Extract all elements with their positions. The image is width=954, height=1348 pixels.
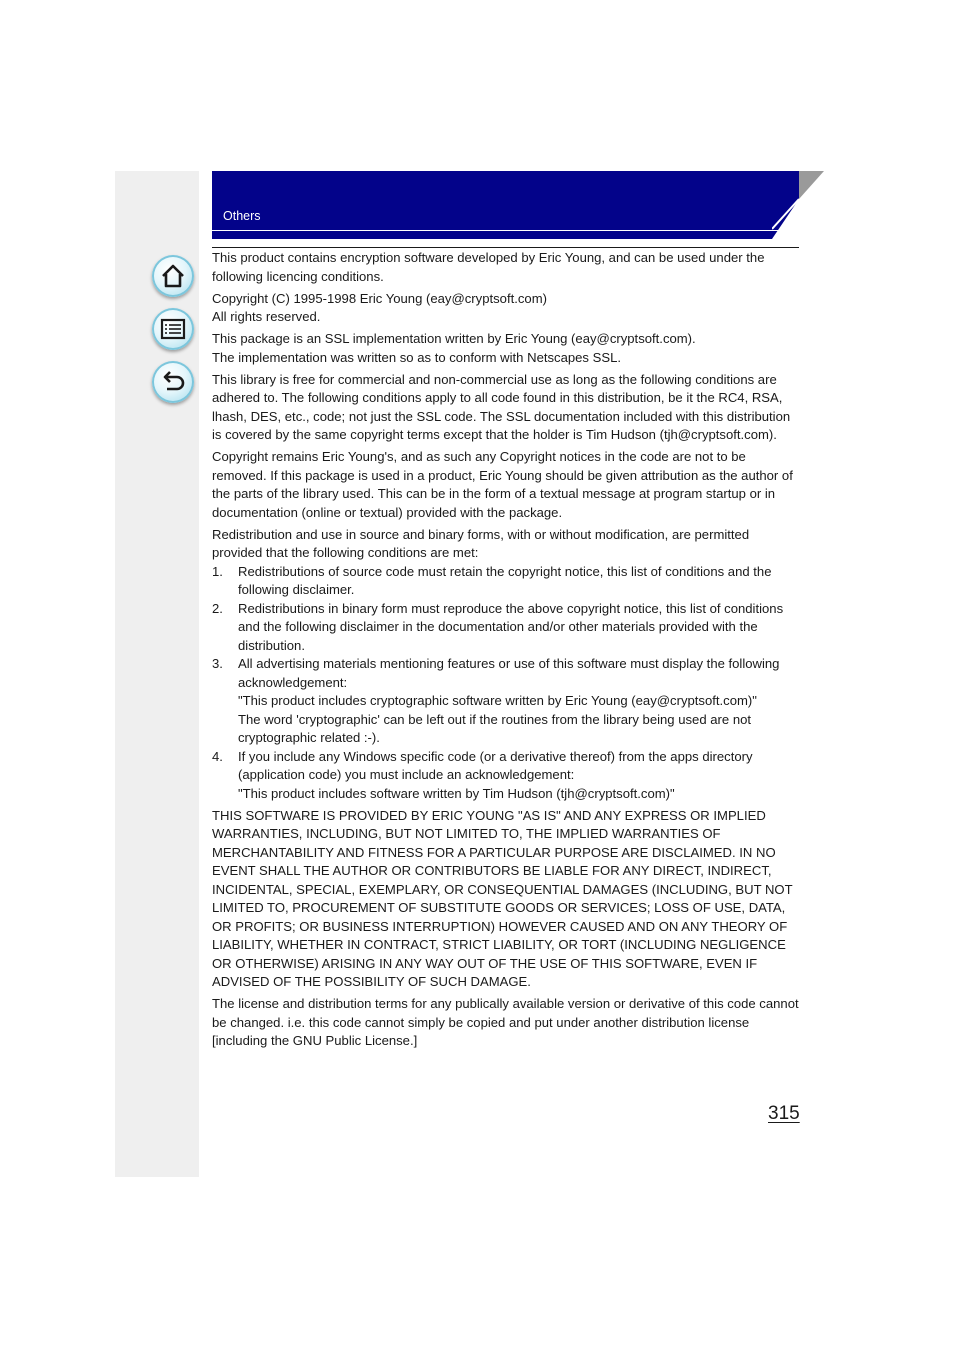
home-icon (160, 263, 186, 289)
ssl-line: This package is an SSL implementation written by Eric Young (eay@cryptsoft.com). (212, 331, 696, 346)
header-underline (212, 231, 799, 239)
list-item (212, 563, 800, 600)
conditions-list (212, 563, 800, 804)
license-text (212, 249, 800, 1054)
header-rule (212, 247, 799, 248)
home-button[interactable] (152, 255, 194, 297)
disclaimer-paragraph: THIS SOFTWARE IS PROVIDED BY ERIC YOUNG "AS IS" AND ANY EXPRESS OR IMPLIED WARRANTIES, INCLUDING, BUT NOT LIMITED TO, THE IMPLIED WARRANTIES OF MERCHANTABILITY AND FITNESS FOR A PARTICULAR PURPOSE ARE DISCLAIMED. IN NO EVENT SHALL THE AUTHOR OR CONTRIBUTORS BE LIABLE FOR ANY DIRECT, INDIRECT, INCIDENTAL, SPECIAL, EXEMPLARY, OR CONSEQUENTIAL DAMAGES (INCLUDING, BUT NOT LIMITED TO, PROCUREMENT OF SUBSTITUTE GOODS OR SERVICES; LOSS OF USE, DATA, OR PROFITS; OR BUSINESS INTERRUPTION) HOWEVER CAUSED AND ON ANY THEORY OF LIABILITY, WHETHER IN CONTRACT, STRICT LIABILITY, OR TORT (INCLUDING NEGLIGENCE OR OTHERWISE) ARISING IN ANY WAY OUT OF THE USE OF THIS SOFTWARE, EVEN IF ADVISED OF THE POSSIBILITY OF SUCH DAMAGE. (212, 807, 793, 989)
conform-line: The implementation was written so as to conform with Netscapes SSL. (212, 349, 621, 365)
menu-button[interactable] (152, 308, 194, 350)
page-number: 315 (768, 1103, 800, 1124)
rights-line: All rights reserved. (212, 309, 321, 324)
back-button[interactable] (152, 361, 194, 403)
intro-paragraph: This product contains encryption software developed by Eric Young, and can be used under the following licencing conditions. (212, 250, 765, 284)
license-terms-paragraph: The license and distribution terms for any publically available version or derivative of this code cannot be changed. i.e. this code cannot simply be copied and put under another distribution license [including the GNU Public License.] (212, 996, 799, 1048)
list-text: Redistributions of source code must retain the copyright notice, this list of conditions and the following disclaimer. (238, 563, 772, 597)
copyright-paragraph (212, 290, 800, 327)
list-note: The word 'cryptographic' can be left out if the routines from the library being used are not cryptographic related :-). (238, 711, 752, 745)
menu-list-icon (160, 316, 186, 342)
list-number: 1. (212, 563, 223, 579)
section-header (212, 171, 799, 230)
list-item (212, 600, 800, 656)
list-text: If you include any Windows specific code (or a derivative thereof) from the apps directory (application code) you must include an acknowledgement: (238, 748, 753, 782)
list-item (212, 748, 800, 804)
page-corner-decoration (772, 171, 824, 239)
list-text: All advertising materials mentioning features or use of this software must display the following acknowledgement: (238, 656, 780, 690)
back-arrow-icon (160, 369, 186, 395)
acknowledgement-text: "This product includes software written by Tim Hudson (tjh@cryptsoft.com)" (238, 785, 675, 801)
list-number: 3. (212, 656, 223, 671)
free-use-paragraph: This library is free for commercial and non-commercial use as long as the following conditions are adhered to. The following conditions apply to all code found in this distribution, be it the RC4, RSA, lhash, DES, etc., code; not just the SSL code. The SSL documentation included with this distribution is covered by the same copyright terms except that the holder is Tim Hudson (tjh@cryptsoft.com). (212, 371, 791, 442)
attribution-paragraph: Copyright remains Eric Young's, and as such any Copyright notices in the code are not to be removed. If this package is used in a product, Eric Young should be given attribution as the author of the parts of the library used. This can be in the form of a textual message at program startup or in documentation (online or textual) provided with the package. (212, 449, 793, 520)
ssl-paragraph (212, 330, 800, 367)
acknowledgement-text: "This product includes cryptographic software written by Eric Young (eay@cryptsoft.com)" (238, 693, 757, 708)
copyright-line: Copyright (C) 1995-1998 Eric Young (eay@cryptsoft.com) (212, 290, 547, 306)
list-number: 4. (212, 748, 223, 764)
list-number: 2. (212, 600, 223, 616)
list-text: Redistributions in binary form must reproduce the above copyright notice, this list of conditions and the following disclaimer in the documentation and/or other materials provided with the distribution. (238, 600, 784, 653)
redistribution-paragraph: Redistribution and use in source and binary forms, with or without modification, are permitted provided that the following conditions are met: (212, 526, 750, 560)
section-title: Others (223, 209, 261, 223)
list-item (212, 655, 800, 748)
